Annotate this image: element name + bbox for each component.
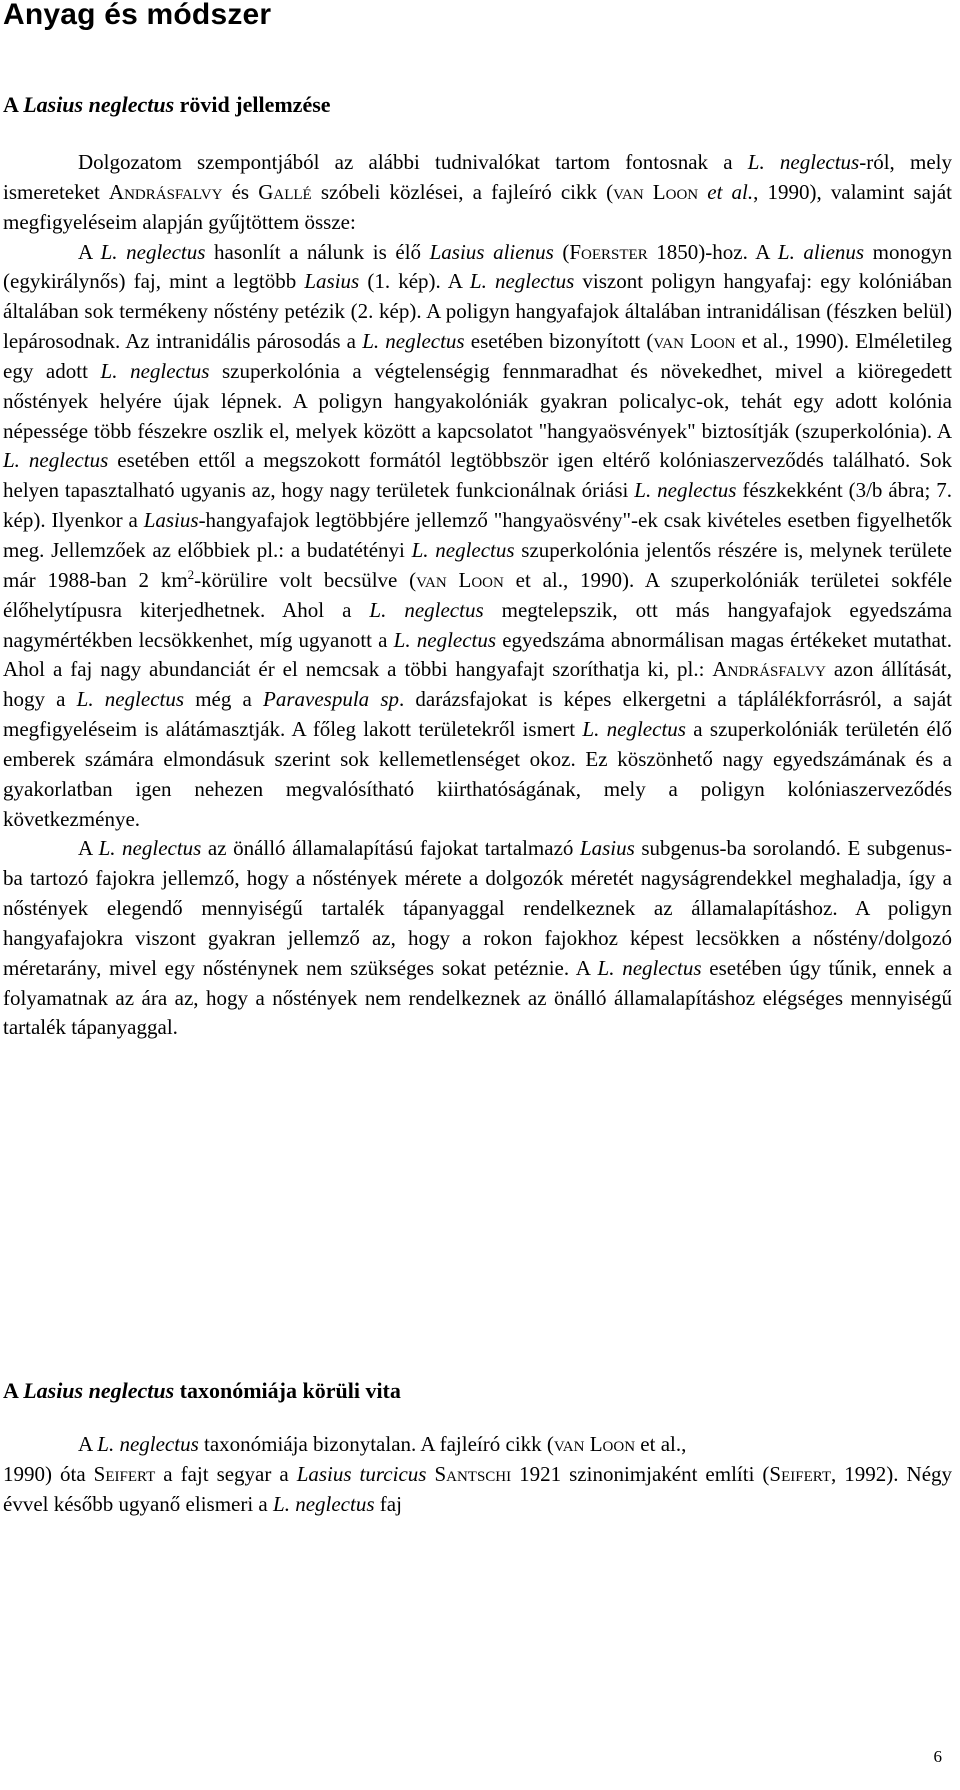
italic-term: L. neglectus (76, 687, 185, 712)
author-name: Santschi (434, 1461, 512, 1486)
text-run: esetében ettől a megszokott formától legtöbbször igen eltérő kolóniaszerveződés található. Sok helyen tapasztalható ugyanis az, hogy nagy területek funkcionálnak óriási (3, 448, 952, 503)
italic-term: L. neglectus (100, 358, 210, 383)
superscript: 2 (187, 566, 195, 582)
italic-term: L. neglectus (747, 150, 860, 174)
italic-term: L. neglectus (3, 448, 109, 473)
text-run: még a (184, 687, 264, 712)
text-run: -ról, mely ismereteket (3, 150, 952, 204)
italic-term: L. neglectus (100, 239, 206, 264)
author-name: Foerster (569, 239, 648, 264)
text-run: hasonlít a nálunk is élő (205, 239, 430, 264)
italic-term: Lasius (143, 508, 199, 533)
section-body-characteristics (3, 148, 952, 1043)
paragraph (3, 1430, 952, 1520)
italic-term: et al. (698, 179, 754, 204)
text-run: faj (374, 1491, 402, 1516)
text-run: szuperkolónia a végtelenségig fennmaradhat és növekedhet, mivel a kiöregedett nőstények helyére újak lépnek. A poligyn hangyakolóniák gyakran policalyc-ok, tehát egy adott kolónia népessége több fészekre oszlik el, melyek között a kapcsolatot "hangyaösvények" biztosítják (szuperkolónia). A (3, 358, 952, 443)
author-name: van Loon (416, 567, 504, 592)
author-name: Andrásfalvy (108, 179, 223, 204)
paragraph (3, 834, 952, 1043)
text-run: szóbeli közlései, a fajleíró cikk ( (311, 179, 614, 204)
section-heading-characteristics: A Lasius neglectus rövid jellemzése (3, 92, 331, 117)
section-body-taxonomy (3, 1430, 952, 1520)
author-name: van Loon (653, 329, 736, 354)
italic-term: L. neglectus (597, 955, 702, 980)
text-run: et al., 1990). A szuperkolóniák területei sokféle élőhelytípusra kiterjedhetnek. Ahol a (3, 567, 953, 622)
author-name: Seifert (769, 1461, 832, 1486)
text-run: , 1992). Négy évvel később ugyanő elismeri a (3, 1461, 953, 1516)
italic-term: Paravespula sp (263, 687, 399, 712)
italic-term: Lasius alienus (429, 239, 554, 264)
text-run: és (222, 179, 259, 204)
italic-term: L. neglectus (634, 478, 737, 503)
italic-term: L. neglectus (98, 836, 202, 861)
text-run: taxonómiája bizonytalan. A fajleíró cikk ( (198, 1432, 554, 1456)
author-name: van Loon (553, 1432, 636, 1456)
text-run: A (78, 836, 99, 861)
text-run: szuperkolónia jelentős részére is, melynek területe már 1988-ban 2 km (3, 537, 952, 592)
text-run: ( (553, 239, 570, 264)
italic-term: L. neglectus (582, 717, 686, 742)
paragraph (3, 238, 952, 835)
text-run: 1921 szinonimjaként említi ( (511, 1461, 770, 1486)
text-run: A (78, 1432, 98, 1456)
italic-term: L. neglectus (362, 329, 465, 354)
text-run: . darázsfajokat is képes elkergetni a táplálékforrásról, a saját megfigyeléseim is alátámasztják. A főleg lakott területekről ismert (3, 687, 952, 742)
text-run: , 1990), valamint saját megfigyeléseim alapján gyűjtöttem össze: (3, 179, 952, 234)
text-run: fészkekként (3/b ábra; 7. kép). Ilyenkor a (3, 478, 952, 533)
text-run: Dolgozatom szempontjából az alábbi tudnivalókat tartom fontosnak a (78, 150, 748, 174)
text-run: viszont poligyn hangyafaj: egy kolóniában általában sok termékeny nőstény petézik (2. kép). A poligyn hangyafajok általában intranidálisan (fészken belül) lepárosodnak. Az intranidális párosodás a (3, 269, 953, 354)
italic-term: L. neglectus (97, 1432, 199, 1456)
text-run: monogyn (egykirálynős) faj, mint a legtöbb (3, 239, 953, 294)
text-run: et al., (635, 1432, 687, 1456)
text-run: megtelepszik, ott más hangyafajok egyedszáma nagymértékben lecsökkenhet, míg ugyanott a (3, 597, 952, 652)
section-heading-taxonomy: A Lasius neglectus taxonómiája körüli vita (3, 1378, 401, 1403)
text-run: et al., 1990). Elméletileg egy adott (3, 329, 952, 383)
text-run: 1990) óta (3, 1461, 94, 1486)
page-number: 6 (933, 1747, 942, 1766)
italic-term: L. alienus (777, 239, 865, 264)
author-name: van Loon (613, 179, 699, 204)
italic-term: Lasius (304, 269, 360, 294)
author-name: Gallé (258, 179, 312, 204)
text-run: az önálló államalapítású fajokat tartalmazó (201, 836, 580, 861)
italic-term: Lasius (579, 836, 635, 861)
italic-term: L. neglectus (369, 597, 484, 622)
chapter-title: Anyag és módszer (3, 0, 272, 31)
text-run: a fajt segyar a (155, 1461, 297, 1486)
text-run: egyedszáma abnormálisan magas értékeket mutathat. Ahol a faj nagy abundanciát ér el nemcsak a többi hangyafajt szoríthatja ki, pl.: (3, 627, 952, 682)
text-run: azon állítását, hogy a (3, 657, 952, 712)
text-run: (1. kép). A (359, 269, 470, 294)
text-run: subgenus-ba sorolandó. E subgenus-ba tartozó fajokra jellemző, hogy a nőstények mérete a dolgozók méretét nagyságrendekkel meghaladja, így a nőstények elegendő mennyiségű tartalék tápanyaggal rendelkeznek az államalapításhoz. A poligyn hangyafajokra viszont gyakran jellemző az, hogy a rokon fajokhoz képest lecsökken a nőstény/dolgozó méretarány, mivel egy nősténynek nem szükséges sokat petéznie. A (3, 836, 953, 980)
author-name: Seifert (93, 1461, 156, 1486)
text-run: A (78, 239, 101, 264)
italic-term: Lasius turcicus (296, 1461, 427, 1486)
text-run: a szuperkolóniák területén élő emberek számára elmondásuk szerint sok kellemetlenséget okoz. Ez köszönhető nagy egyedszámának és a gyakorlatban igen nehezen megvalósítható kiirthatóságának, mely a poligyn kolóniaszerveződés következménye. (3, 717, 953, 831)
italic-term: L. neglectus (469, 269, 575, 294)
italic-term: L. neglectus (273, 1491, 375, 1516)
text-run: -körülire volt becsülve ( (194, 567, 417, 592)
text-run: esetében bizonyított ( (464, 329, 654, 354)
paragraph (3, 148, 952, 238)
text-run: -hangyafajok legtöbbjére jellemző "hangyaösvény"-ek csak kivételes esetben figyelhetők meg. Jellemzőek az előbbiek pl.: a budatétényi (3, 508, 952, 562)
italic-term: L. neglectus (393, 627, 497, 652)
text-run: esetében úgy tűnik, ennek a folyamatnak az ára az, hogy a nőstények nem rendelkeznek az önálló államalapításhoz elégséges mennyiségű tartalék tápanyaggal. (3, 955, 953, 1040)
author-name: Andrásfalvy (712, 657, 826, 682)
text-run: 1850)-hoz. A (647, 239, 778, 264)
italic-term: L. neglectus (411, 537, 515, 562)
